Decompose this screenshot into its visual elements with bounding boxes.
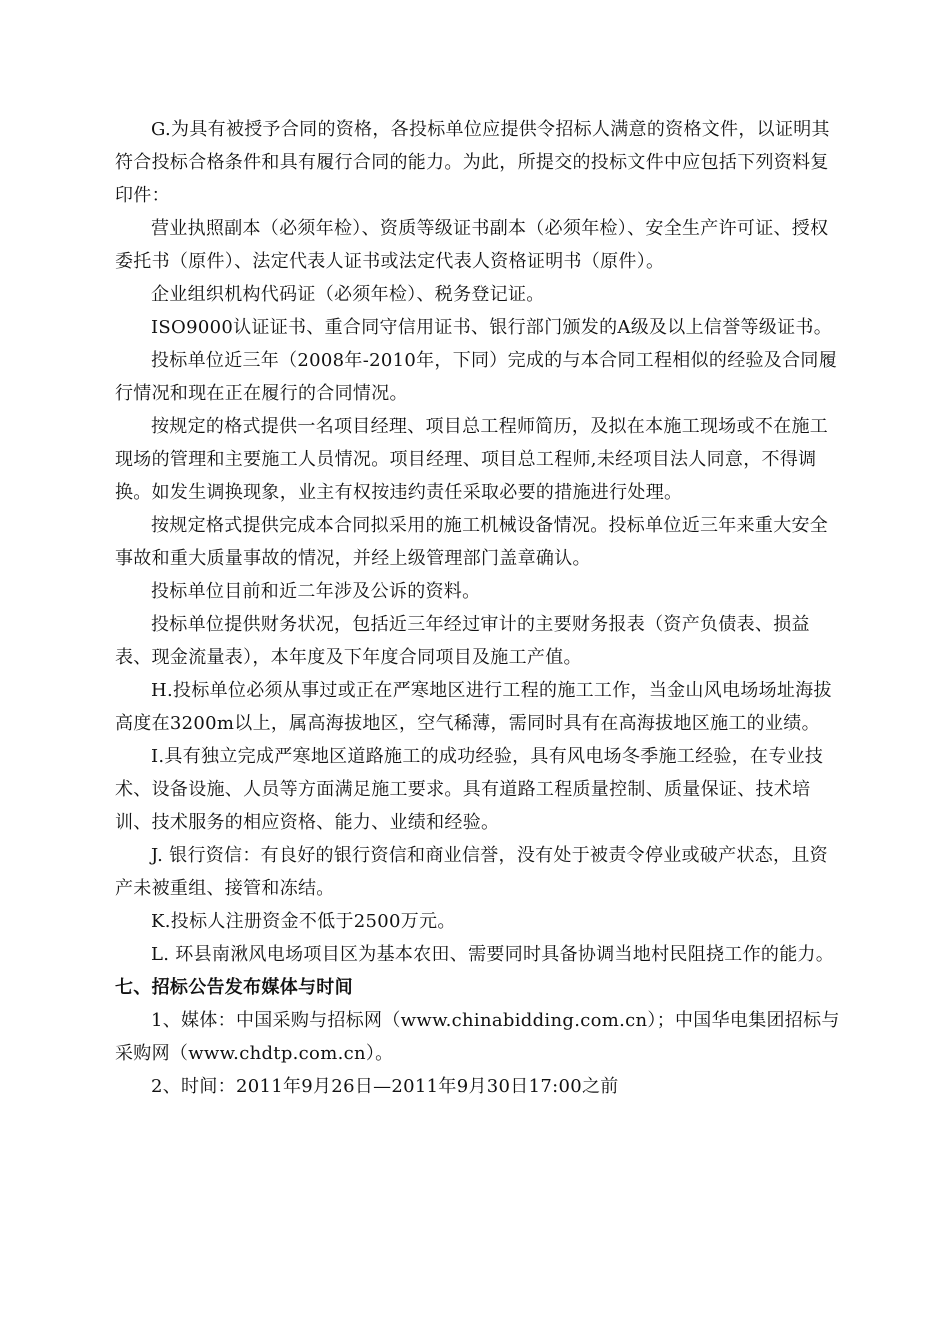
paragraph-equipment: 按规定格式提供完成本合同拟采用的施工机械设备情况。投标单位近三年来重大安全事故和重大质量事故的情况，并经上级管理部门盖章确认。 [115, 515, 829, 569]
paragraph-h-cold-region: H.投标单位必须从事过或正在严寒地区进行工程的施工工作，当金山风电场场址海拔高度在3200m以上，属高海拔地区，空气稀薄，需同时具有在高海拔地区施工的业绩。 [115, 680, 832, 734]
paragraph-past-experience: 投标单位近三年（2008年-2010年，下同）完成的与本合同工程相似的经验及合同履行情况和现在正在履行的合同情况。 [115, 350, 837, 404]
paragraph-project-manager: 按规定的格式提供一名项目经理、项目总工程师简历，及拟在本施工现场或不在施工现场的管理和主要施工人员情况。项目经理、项目总工程师,未经项目法人同意，不得调换。如发生调换现象，业主有权按违约责任采取必要的措施进行处理。 [115, 416, 829, 503]
paragraph-j-bank-credit: J. 银行资信：有良好的银行资信和商业信誉，没有处于被责令停业或破产状态，且资产未被重组、接管和冻结。 [115, 845, 828, 899]
paragraph-litigation: 投标单位目前和近二年涉及公诉的资料。 [151, 581, 481, 602]
paragraph-g-qualification: G.为具有被授予合同的资格，各投标单位应提供令招标人满意的资格文件，以证明其符合投标合格条件和具有履行合同的能力。为此，所提交的投标文件中应包括下列资料复印件： [115, 119, 830, 206]
paragraph-org-code: 企业组织机构代码证（必须年检）、税务登记证。 [151, 284, 545, 305]
paragraph-media: 1、媒体：中国采购与招标网（www.chinabidding.com.cn）；中国华电集团招标与采购网（www.chdtp.com.cn）。 [115, 1010, 840, 1064]
paragraph-time: 2、时间：2011年9月26日—2011年9月30日17:00之前 [151, 1076, 619, 1097]
paragraph-k-registered-capital: K.投标人注册资金不低于2500万元。 [151, 911, 456, 932]
document-page [115, 113, 840, 1103]
paragraph-iso-certificate: ISO9000认证证书、重合同守信用证书、银行部门颁发的A级及以上信誉等级证书。 [151, 317, 833, 338]
paragraph-financial: 投标单位提供财务状况，包括近三年经过审计的主要财务报表（资产负债表、损益表、现金流量表），本年度及下年度合同项目及施工产值。 [115, 614, 810, 668]
paragraph-l-farmland: L. 环县南湫风电场项目区为基本农田、需要同时具备协调当地村民阻挠工作的能力。 [151, 944, 835, 965]
paragraph-i-road-experience: I.具有独立完成严寒地区道路施工的成功经验，具有风电场冬季施工经验，在专业技术、设备设施、人员等方面满足施工要求。具有道路工程质量控制、质量保证、技术培训、技术服务的相应资格、能力、业绩和经验。 [115, 746, 824, 833]
section-heading-media-time: 七、招标公告发布媒体与时间 [115, 977, 353, 998]
paragraph-business-license: 营业执照副本（必须年检）、资质等级证书副本（必须年检）、安全生产许可证、授权委托书（原件）、法定代表人证书或法定代表人资格证明书（原件）。 [115, 218, 829, 272]
